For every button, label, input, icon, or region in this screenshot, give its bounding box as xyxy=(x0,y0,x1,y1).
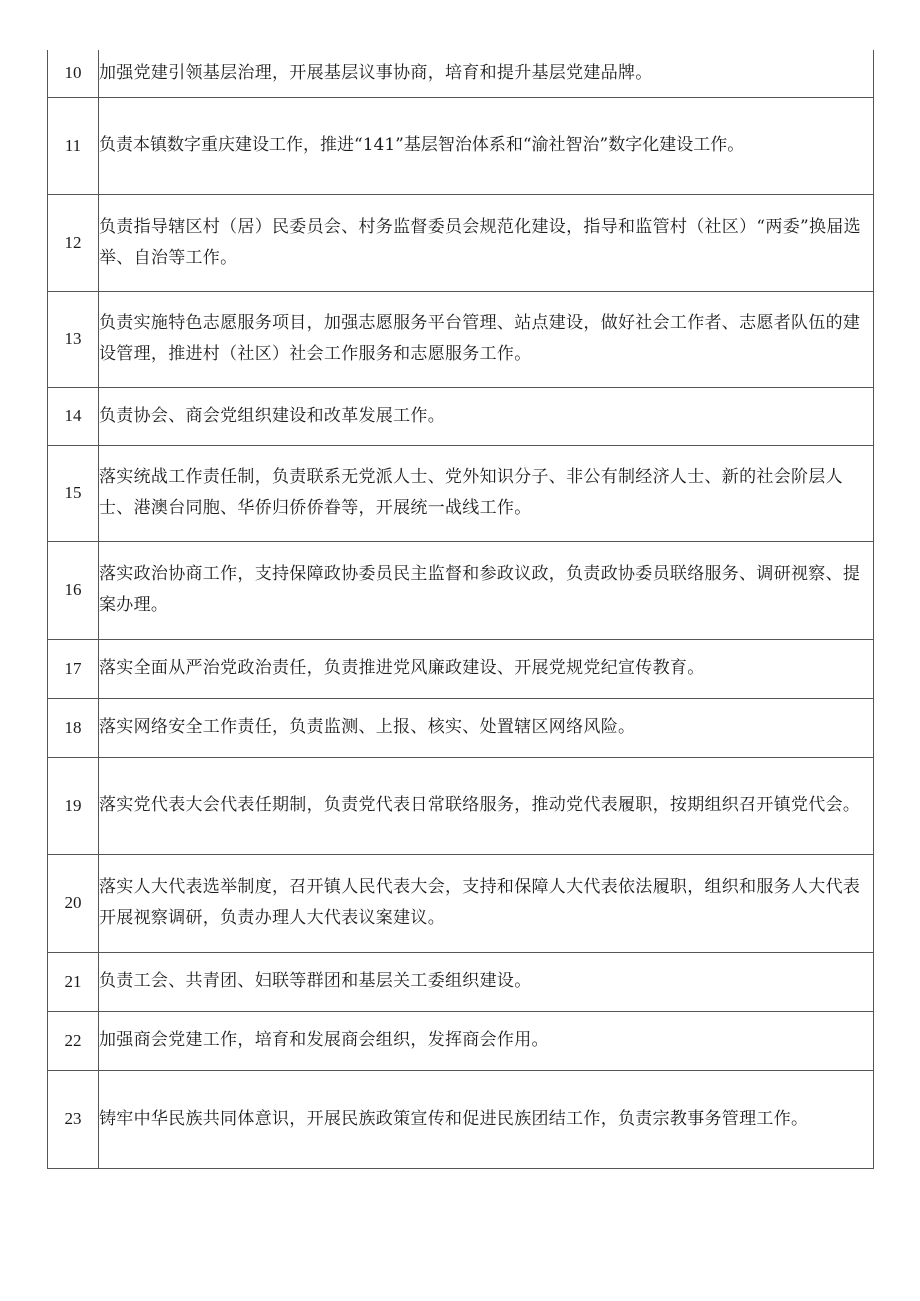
row-number: 20 xyxy=(48,854,99,952)
duties-table xyxy=(47,50,874,1169)
row-text: 落实网络安全工作责任，负责监测、上报、核实、处置辖区网络风险。 xyxy=(99,698,874,757)
table-row xyxy=(48,854,874,952)
row-number: 17 xyxy=(48,639,99,698)
table-row xyxy=(48,97,874,194)
table-row xyxy=(48,50,874,97)
row-number: 13 xyxy=(48,291,99,387)
table-row xyxy=(48,952,874,1011)
row-number: 14 xyxy=(48,387,99,445)
row-number: 23 xyxy=(48,1070,99,1168)
table-row xyxy=(48,291,874,387)
table-row xyxy=(48,698,874,757)
row-number: 16 xyxy=(48,541,99,639)
row-text: 落实统战工作责任制，负责联系无党派人士、党外知识分子、非公有制经济人士、新的社会阶层人士、港澳台同胞、华侨归侨侨眷等，开展统一战线工作。 xyxy=(99,445,874,541)
row-text: 落实党代表大会代表任期制，负责党代表日常联络服务，推动党代表履职，按期组织召开镇党代会。 xyxy=(99,757,874,854)
row-number: 18 xyxy=(48,698,99,757)
row-text: 落实人大代表选举制度，召开镇人民代表大会，支持和保障人大代表依法履职，组织和服务人大代表开展视察调研，负责办理人大代表议案建议。 xyxy=(99,854,874,952)
table-row xyxy=(48,445,874,541)
row-text: 铸牢中华民族共同体意识，开展民族政策宣传和促进民族团结工作，负责宗教事务管理工作。 xyxy=(99,1070,874,1168)
row-text: 加强商会党建工作，培育和发展商会组织，发挥商会作用。 xyxy=(99,1011,874,1070)
row-text: 负责指导辖区村（居）民委员会、村务监督委员会规范化建设，指导和监管村（社区）“两委”换届选举、自治等工作。 xyxy=(99,194,874,291)
row-number: 22 xyxy=(48,1011,99,1070)
row-number: 10 xyxy=(48,50,99,97)
row-number: 19 xyxy=(48,757,99,854)
row-text: 落实政治协商工作，支持保障政协委员民主监督和参政议政，负责政协委员联络服务、调研视察、提案办理。 xyxy=(99,541,874,639)
table-row xyxy=(48,194,874,291)
row-number: 12 xyxy=(48,194,99,291)
row-number: 11 xyxy=(48,97,99,194)
table-row xyxy=(48,1011,874,1070)
row-text: 负责实施特色志愿服务项目，加强志愿服务平台管理、站点建设，做好社会工作者、志愿者队伍的建设管理，推进村（社区）社会工作服务和志愿服务工作。 xyxy=(99,291,874,387)
row-number: 21 xyxy=(48,952,99,1011)
row-text: 落实全面从严治党政治责任，负责推进党风廉政建设、开展党规党纪宣传教育。 xyxy=(99,639,874,698)
table-row xyxy=(48,639,874,698)
row-text: 负责工会、共青团、妇联等群团和基层关工委组织建设。 xyxy=(99,952,874,1011)
table-row xyxy=(48,757,874,854)
row-text: 加强党建引领基层治理，开展基层议事协商，培育和提升基层党建品牌。 xyxy=(99,50,874,97)
row-text: 负责协会、商会党组织建设和改革发展工作。 xyxy=(99,387,874,445)
table-row xyxy=(48,1070,874,1168)
table-row xyxy=(48,541,874,639)
table-row xyxy=(48,387,874,445)
row-number: 15 xyxy=(48,445,99,541)
row-text: 负责本镇数字重庆建设工作，推进“141”基层智治体系和“渝社智治”数字化建设工作。 xyxy=(99,97,874,194)
